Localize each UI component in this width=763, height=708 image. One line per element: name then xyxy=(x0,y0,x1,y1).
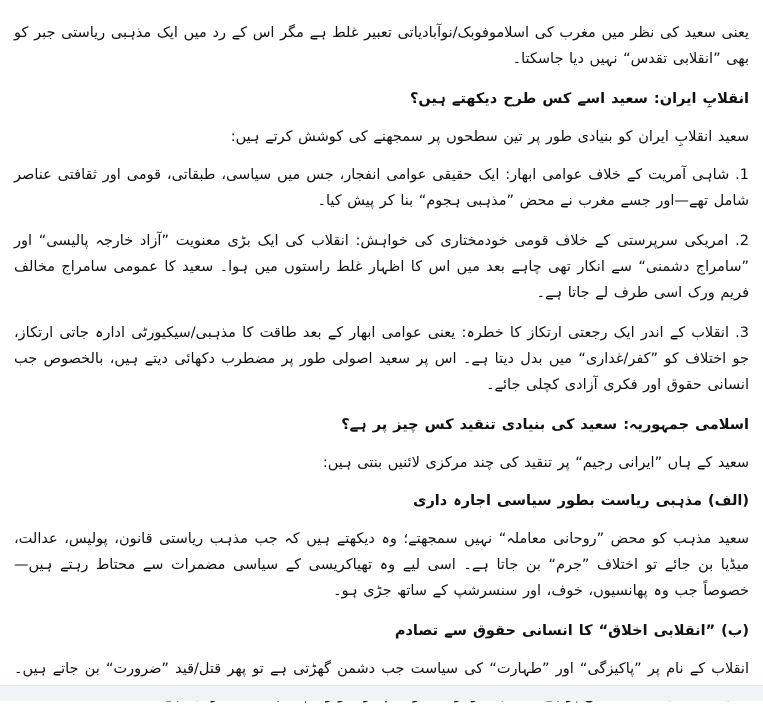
subheading-alif: (الف) مذہبی ریاست بطور سیاسی اجارہ داری xyxy=(413,493,749,509)
subheading-bay: (ب) ”انقلابی اخلاق“ کا انسانی حقوق سے تصادم xyxy=(394,623,749,639)
section-heading-iran-revolution: انقلابِ ایران: سعید اسے کس طرح دیکھتے ہیں؟ xyxy=(409,91,749,107)
revolutionary-ethics-paragraph: انقلاب کے نام پر ”پاکیزگی“ اور ”طہارت“ کی سیاست جب دشمن گھڑتی ہے تو پھر قتل/قید ”ضرورت“ بن جاتے ہیں۔ xyxy=(14,661,749,677)
critique-lines-intro: سعید کے ہاں ”ایرانی رجیم“ پر تنقید کی چند مرکزی لائنیں بنتی ہیں: xyxy=(322,455,749,471)
theocracy-paragraph: سعید مذہب کو محض ”روحانی معاملہ“ نہیں سمجھتے؛ وہ دیکھتے ہیں کہ جب مذہب ریاستی قانون، پولیس، عدالت، میڈیا بن جائے تو اختلاف ”جرم“ بن جاتا ہے۔ اسی لیے وہ تھیاکریسی کے سیاسی مضمرات سے محتاط رہتے ہیں—خصوصاً جب وہ پھانسیوں، خوف، اور سنسرشپ کے ساتھ جڑی ہو۔ xyxy=(14,531,749,599)
intro-paragraph: یعنی سعید کی نظر میں مغرب کی اسلاموفوبک/نوآبادیاتی تعبیر غلط ہے مگر اس کے رد میں ایک مذہبی ریاستی جبر کو بھی ”انقلابی تقدس“ نہیں دیا جاسکتا۔ xyxy=(14,25,749,67)
bottom-bar xyxy=(0,685,763,701)
point-2-paragraph: 2. امریکی سرپرستی کے خلاف قومی خودمختاری کی خواہش: انقلاب کی ایک بڑی معنویت ”آزاد خارجہ پالیسی“ اور ”سامراج دشمنی“ سے انکار تھی چاہے بعد میں اس کا اظہار غلط راستوں میں ہوا۔ سعید کا عمومی سامراج مخالف فریم ورک اسی طرف لے جاتا ہے۔ xyxy=(14,233,749,301)
section-heading-islamic-republic: اسلامی جمہوریہ: سعید کی بنیادی تنقید کس چیز پر ہے؟ xyxy=(341,417,749,433)
point-3-paragraph: 3. انقلاب کے اندر ایک رجعتی ارتکاز کا خطرہ: یعنی عوامی ابھار کے بعد طاقت کا مذہبی/سیکیورٹی ادارہ جاتی ارتکاز، جو اختلاف کو ”کفر/غداری“ میں بدل دیتا ہے۔ اس پر سعید اصولی طور پر مضطرب دکھائی دیتے ہیں، بالخصوص جب انسانی حقوق اور فکری آزادی کچلی جائے۔ xyxy=(14,325,749,393)
three-levels-intro: سعید انقلابِ ایران کو بنیادی طور پر تین سطحوں پر سمجھنے کی کوشش کرتے ہیں: xyxy=(230,129,749,145)
point-1-paragraph: 1. شاہی آمریت کے خلاف عوامی ابھار: ایک حقیقی عوامی انفجار، جس میں سیاسی، طبقاتی، قومی اور ثقافتی عناصر شامل تھے—اور جسے مغرب نے محض ”مذہبی ہجوم“ بنا کر پیش کیا۔ xyxy=(14,167,749,209)
